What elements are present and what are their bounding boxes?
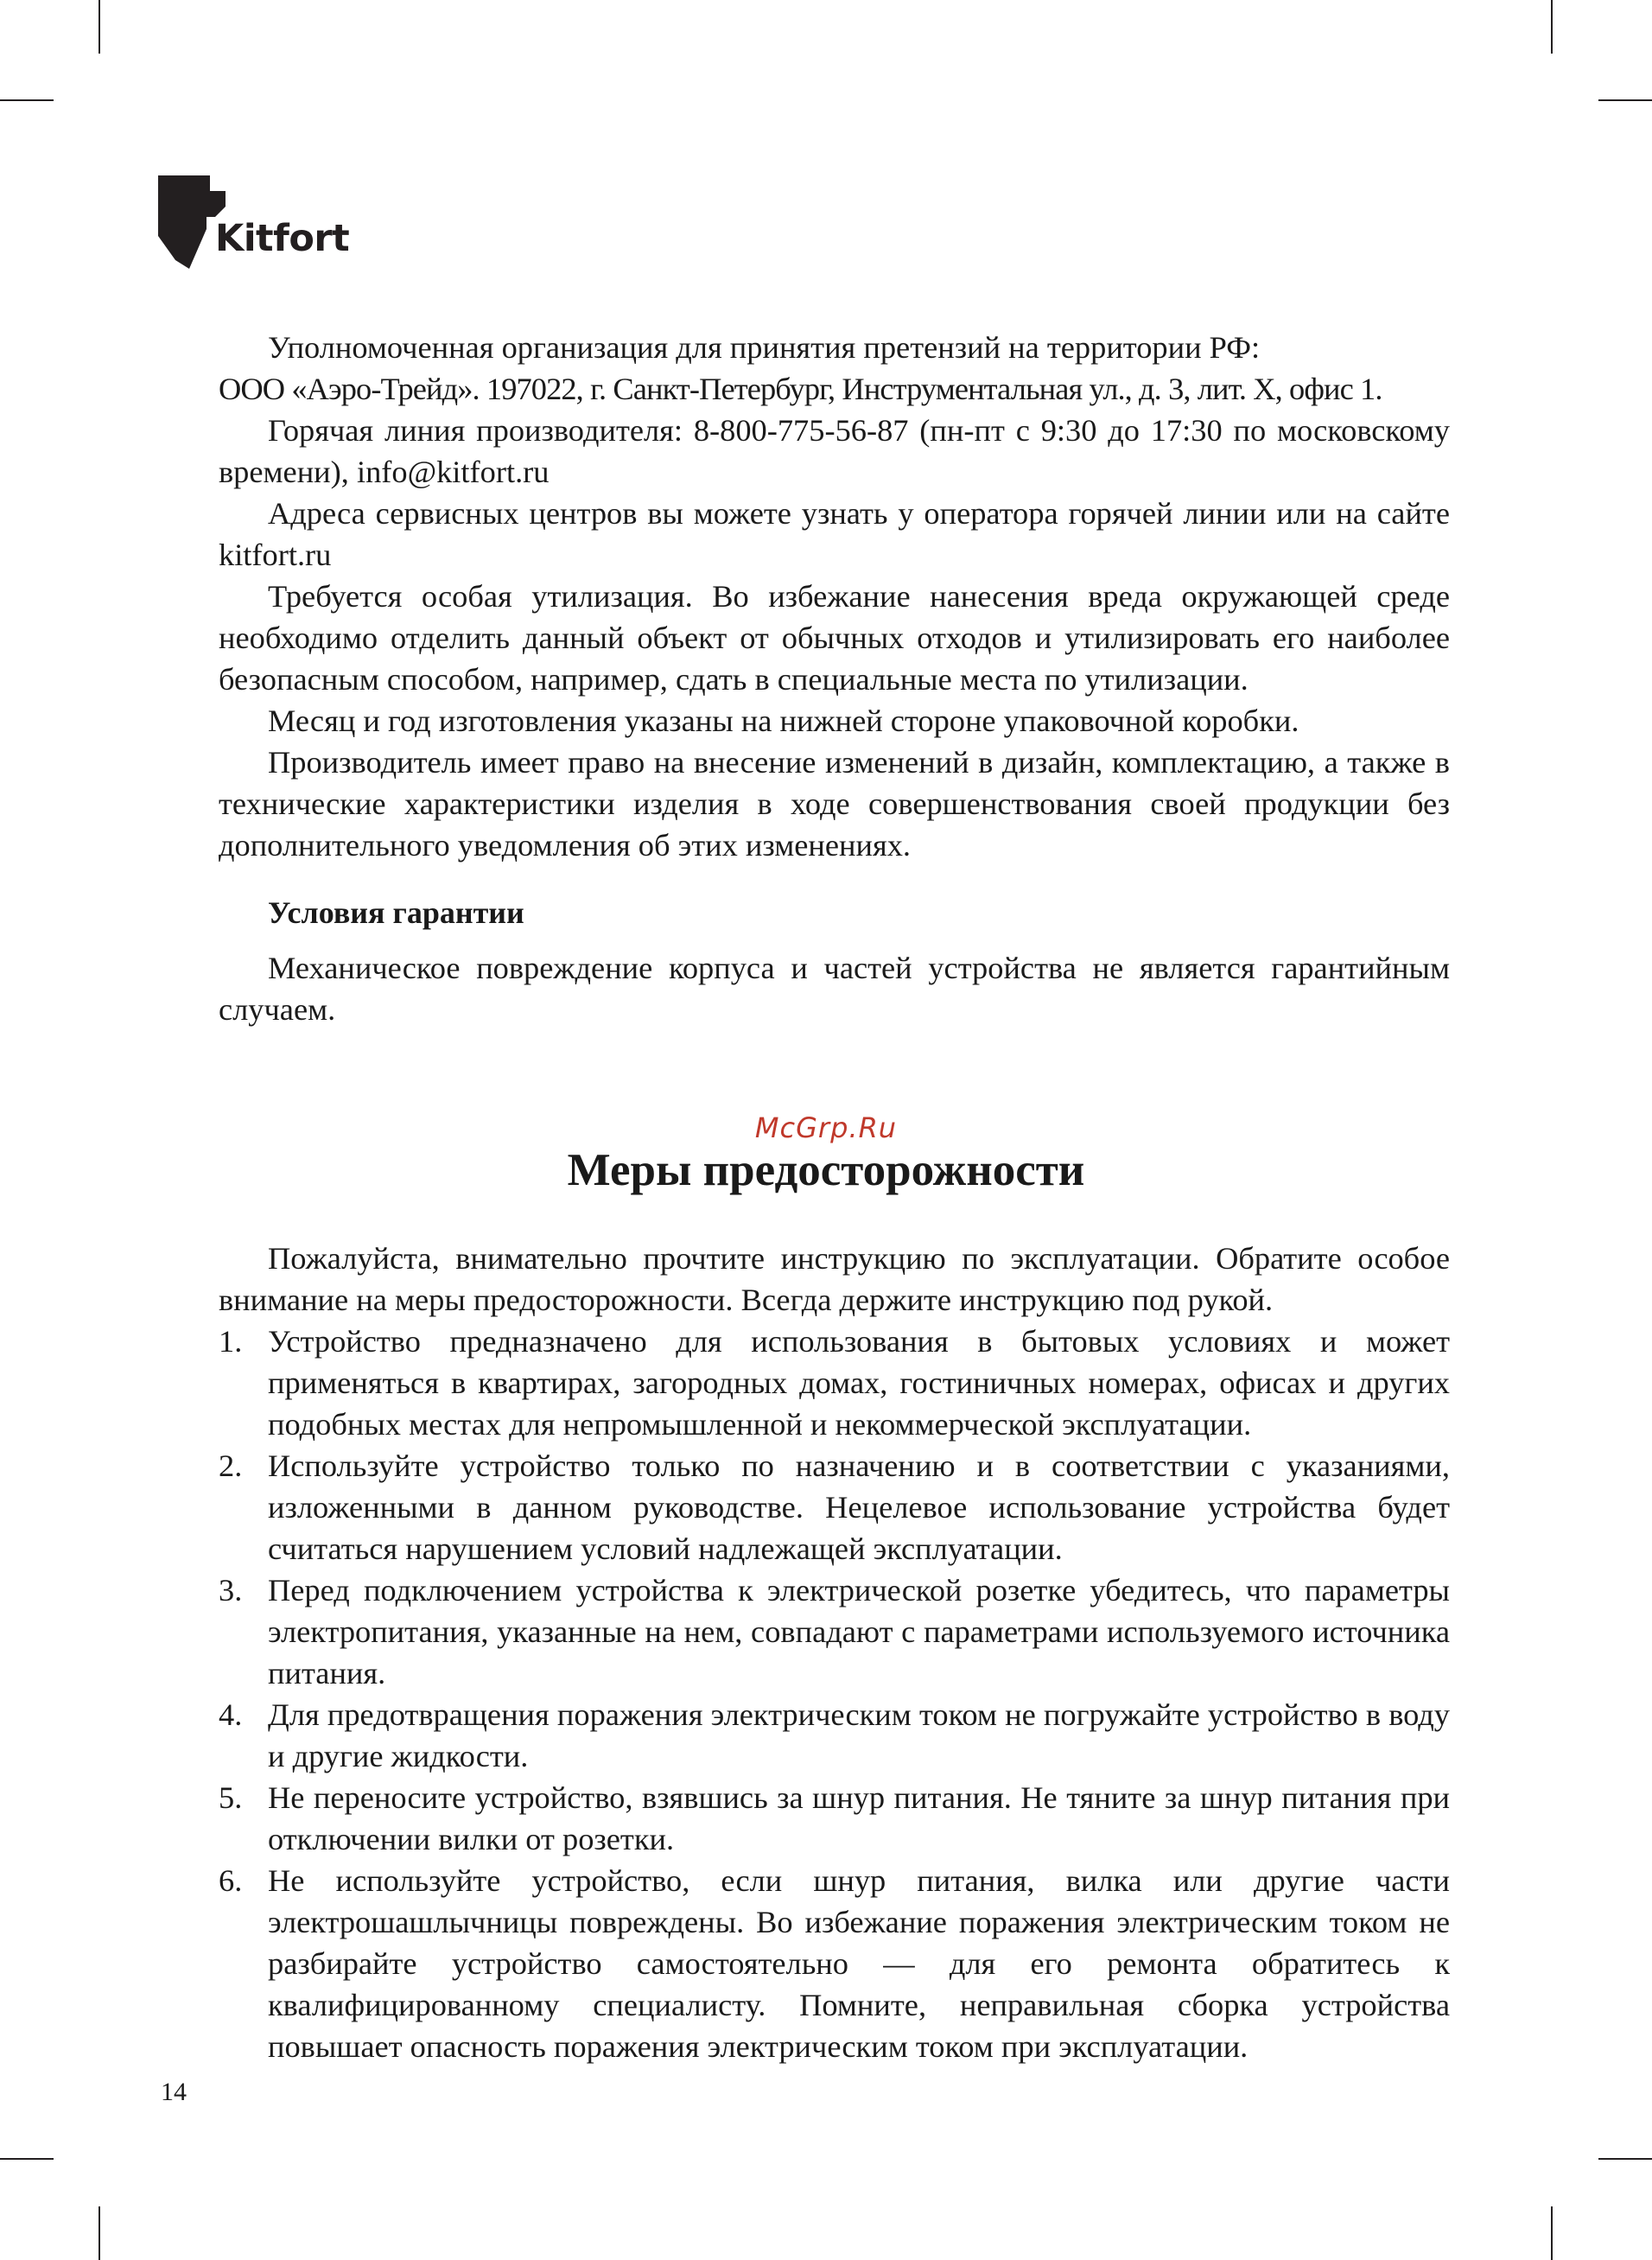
intro-paragraph: Уполномоченная организация для принятия претензий на территории РФ: bbox=[268, 330, 1261, 365]
list-item-text: Устройство предназначено для использования в бытовых условиях и может применяться в квартирах, загородных домах, гостиничных номерах, офисах и других подобных местах для непромышленной и некоммерческой эксплуатации. bbox=[268, 1324, 1450, 1442]
list-item bbox=[219, 1445, 1450, 1569]
crop-mark bbox=[98, 0, 100, 54]
list-item-number: 2. bbox=[219, 1448, 243, 1483]
brand-name: Kitfort bbox=[215, 217, 350, 260]
list-item-text: Используйте устройство только по назначению и в соответствии с указаниями, изложенными в данном руководстве. Нецелевое использование устройства будет считаться нарушением условий надлежащей эксплуатации. bbox=[268, 1448, 1450, 1566]
intro-paragraph: Производитель имеет право на внесение изменений в дизайн, комплектацию, а также в технические характеристики изделия в ходе совершенствования своей продукции без дополнительного уведомления об этих изменениях. bbox=[219, 745, 1450, 863]
list-item-number: 3. bbox=[219, 1573, 243, 1607]
crop-mark bbox=[1551, 0, 1553, 54]
watermark-link[interactable]: McGrp.Ru bbox=[754, 1111, 898, 1144]
precautions-heading: Меры предосторожности bbox=[567, 1145, 1085, 1195]
intro-paragraph: Адреса сервисных центров вы можете узнать у оператора горячей линии или на сайте kitfort.ru bbox=[219, 496, 1450, 572]
intro-paragraph: Месяц и год изготовления указаны на нижней стороне упаковочной коробки. bbox=[268, 703, 1299, 738]
list-item bbox=[219, 1860, 1450, 2067]
crop-mark bbox=[0, 99, 54, 101]
list-item bbox=[219, 1694, 1450, 1777]
precautions-section bbox=[219, 1238, 1450, 2067]
brand-logo bbox=[158, 175, 365, 271]
intro-paragraph: ООО «Аэро-Трейд». 197022, г. Санкт-Петербург, Инструментальная ул., д. 3, лит. Х, офис 1. bbox=[219, 372, 1382, 406]
intro-section bbox=[219, 327, 1450, 866]
warranty-heading: Условия гарантии bbox=[268, 895, 524, 930]
list-item-text: Не используйте устройство, если шнур питания, вилка или другие части электрошашлычницы повреждены. Во избежание поражения электрическим током не разбирайте устройство самостоятельно — для его ремонта обратитесь к квалифицированному специалисту. Помните, неправильная сборка устройства повышает опасность поражения электрическим током при эксплуатации. bbox=[268, 1863, 1450, 2064]
intro-paragraph: Горячая линия производителя: 8-800-775-56-87 (пн-пт с 9:30 до 17:30 по московскому времени), info@kitfort.ru bbox=[219, 413, 1450, 489]
warranty-section bbox=[219, 947, 1450, 1030]
list-item-number: 5. bbox=[219, 1780, 243, 1815]
list-item-text: Перед подключением устройства к электрической розетке убедитесь, что параметры электропитания, указанные на нем, совпадают с параметрами используемого источника питания. bbox=[268, 1573, 1450, 1690]
crop-mark bbox=[1551, 2206, 1553, 2260]
list-item-number: 4. bbox=[219, 1697, 243, 1732]
intro-paragraph: Требуется особая утилизация. Во избежание нанесения вреда окружающей среде необходимо отделить данный объект от обычных отходов и утилизировать его наиболее безопасным способом, например, сдать в специальные места по утилизации. bbox=[219, 579, 1450, 697]
crop-mark bbox=[1598, 2158, 1652, 2160]
list-item bbox=[219, 1569, 1450, 1694]
list-item-text: Для предотвращения поражения электрическим током не погружайте устройство в воду и другие жидкости. bbox=[268, 1697, 1450, 1773]
precautions-intro: Пожалуйста, внимательно прочтите инструкцию по эксплуатации. Обратите особое внимание на меры предосторожности. Всегда держите инструкцию под рукой. bbox=[219, 1241, 1450, 1317]
crop-mark bbox=[0, 2158, 54, 2160]
list-item bbox=[219, 1321, 1450, 1445]
list-item-number: 1. bbox=[219, 1324, 243, 1359]
list-item bbox=[219, 1777, 1450, 1860]
precautions-list bbox=[219, 1321, 1450, 2067]
list-item-text: Не переносите устройство, взявшись за шнур питания. Не тяните за шнур питания при отключении вилки от розетки. bbox=[268, 1780, 1450, 1856]
crop-mark bbox=[98, 2206, 100, 2260]
page-number: 14 bbox=[161, 2078, 187, 2106]
list-item-number: 6. bbox=[219, 1863, 243, 1898]
crop-mark bbox=[1598, 99, 1652, 101]
warranty-text: Механическое повреждение корпуса и частей устройства не является гарантийным случаем. bbox=[219, 951, 1450, 1027]
